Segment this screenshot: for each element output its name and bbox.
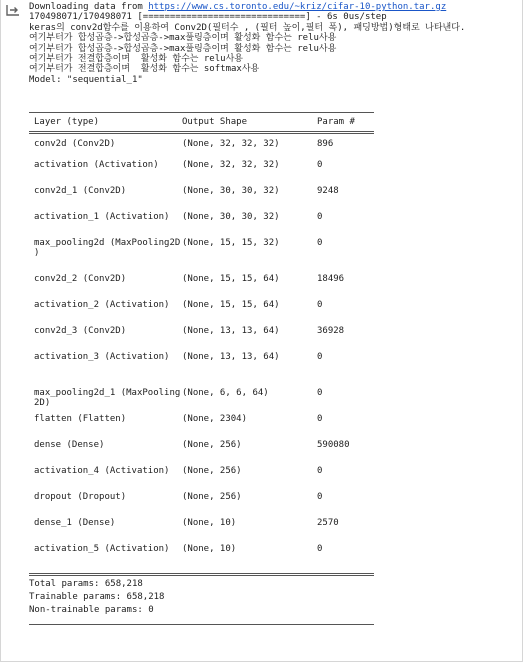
- param-count-cell: 18496: [317, 274, 345, 284]
- layer-name-cell: conv2d_3 (Conv2D): [34, 326, 127, 336]
- comment-line: keras의 conv2d함수를 이용하여 Conv2D(필터수 , (필터 높이,필터 폭), 패딩방법)형태로 나타낸다.: [29, 22, 466, 33]
- summary-row: [29, 518, 374, 544]
- output-shape-cell: (None, 32, 32, 32): [182, 139, 280, 149]
- total-params: Total params: 658,218: [29, 579, 143, 589]
- param-count-cell: 0: [317, 544, 323, 554]
- trainable-params: Trainable params: 658,218: [29, 592, 165, 602]
- download-link[interactable]: https://www.cs.toronto.edu/~kriz/cifar-10-python.tar.gz: [148, 2, 447, 12]
- param-count-cell: 2570: [317, 518, 339, 528]
- summary-row: [29, 544, 374, 570]
- header-output-shape: Output Shape: [182, 117, 248, 127]
- layer-name-cell: activation (Activation): [34, 160, 159, 170]
- param-count-cell: 0: [317, 352, 323, 362]
- param-count-cell: 896: [317, 139, 334, 149]
- download-line: [29, 2, 519, 12]
- summary-row: [29, 326, 374, 352]
- output-shape-cell: (None, 15, 15, 32): [182, 238, 280, 248]
- footer-double-rule: [29, 573, 374, 576]
- param-count-cell: 36928: [317, 326, 345, 336]
- model-summary-table: [29, 112, 374, 625]
- summary-row: [29, 238, 374, 274]
- param-count-cell: 0: [317, 212, 323, 222]
- output-shape-cell: (None, 15, 15, 64): [182, 300, 280, 310]
- summary-rows: [29, 134, 374, 570]
- layer-name-cell: activation_1 (Activation): [34, 212, 170, 222]
- output-shape-cell: (None, 13, 13, 64): [182, 352, 280, 362]
- output-shape-cell: (None, 2304): [182, 414, 248, 424]
- bottom-rule: [29, 624, 374, 625]
- layer-name-cell: activation_3 (Activation): [34, 352, 170, 362]
- progress-line: 170498071/170498071 [==============================] - 6s 0us/step: [29, 12, 387, 23]
- param-count-cell: 0: [317, 492, 323, 502]
- summary-header: [29, 113, 374, 131]
- summary-row: [29, 300, 374, 326]
- summary-row: [29, 492, 374, 518]
- layer-name-cell: activation_2 (Activation): [34, 300, 170, 310]
- output-icon[interactable]: [6, 4, 20, 16]
- summary-row: [29, 466, 374, 492]
- param-count-cell: 0: [317, 300, 323, 310]
- layer-name-cell: dense_1 (Dense): [34, 518, 116, 528]
- layer-name-cell: max_pooling2d_1 (MaxPooling 2D): [34, 388, 181, 408]
- output-shape-cell: (None, 13, 13, 64): [182, 326, 280, 336]
- param-count-cell: 0: [317, 466, 323, 476]
- comment-line: 여기부터가 합성곱층->합성곱층->max풀링층이며 활성화 함수는 relu사용: [29, 43, 337, 54]
- comment-line: 여기부터가 전결합층이며 활성화 함수는 relu사용: [29, 54, 243, 65]
- summary-row: [29, 440, 374, 466]
- summary-row: [29, 186, 374, 212]
- summary-row: [29, 134, 374, 160]
- layer-name-cell: activation_4 (Activation): [34, 466, 170, 476]
- output-shape-cell: (None, 10): [182, 518, 237, 528]
- output-shape-cell: (None, 256): [182, 466, 242, 476]
- layer-name-cell: conv2d_1 (Conv2D): [34, 186, 127, 196]
- param-count-cell: 0: [317, 414, 323, 424]
- layer-name-cell: dense (Dense): [34, 440, 105, 450]
- output-shape-cell: (None, 32, 32, 32): [182, 160, 280, 170]
- summary-row: [29, 388, 374, 414]
- output-shape-cell: (None, 6, 6, 64): [182, 388, 269, 398]
- output-shape-cell: (None, 256): [182, 440, 242, 450]
- model-name-line: Model: "sequential_1": [29, 74, 143, 85]
- output-shape-cell: (None, 256): [182, 492, 242, 502]
- param-count-cell: 0: [317, 160, 323, 170]
- header-layer-type: Layer (type): [34, 117, 100, 127]
- header-param-count: Param #: [317, 117, 355, 127]
- summary-row: [29, 352, 374, 388]
- layer-name-cell: activation_5 (Activation): [34, 544, 170, 554]
- summary-row: [29, 160, 374, 186]
- summary-row: [29, 414, 374, 440]
- param-count-cell: 590080: [317, 440, 350, 450]
- output-shape-cell: (None, 15, 15, 64): [182, 274, 280, 284]
- layer-name-cell: max_pooling2d (MaxPooling2D ): [34, 238, 181, 258]
- layer-name-cell: dropout (Dropout): [34, 492, 127, 502]
- summary-row: [29, 274, 374, 300]
- totals: [29, 578, 374, 617]
- layer-name-cell: conv2d_2 (Conv2D): [34, 274, 127, 284]
- param-count-cell: 0: [317, 388, 323, 398]
- non-trainable-params: Non-trainable params: 0: [29, 605, 154, 615]
- layer-name-cell: conv2d (Conv2D): [34, 139, 116, 149]
- comment-line: 여기부터가 합성곱층->합성곱층->max풀링층이며 활성화 함수는 relu사용: [29, 33, 337, 44]
- output-shape-cell: (None, 30, 30, 32): [182, 186, 280, 196]
- cell-output-text: [29, 2, 519, 85]
- summary-row: [29, 212, 374, 238]
- param-count-cell: 9248: [317, 186, 339, 196]
- download-prefix: Downloading data from: [29, 2, 149, 12]
- comment-line: 여기부터가 전결합층이며 활성화 함수는 softmax사용: [29, 64, 260, 75]
- output-shape-cell: (None, 30, 30, 32): [182, 212, 280, 222]
- output-shape-cell: (None, 10): [182, 544, 237, 554]
- param-count-cell: 0: [317, 238, 323, 248]
- layer-name-cell: flatten (Flatten): [34, 414, 127, 424]
